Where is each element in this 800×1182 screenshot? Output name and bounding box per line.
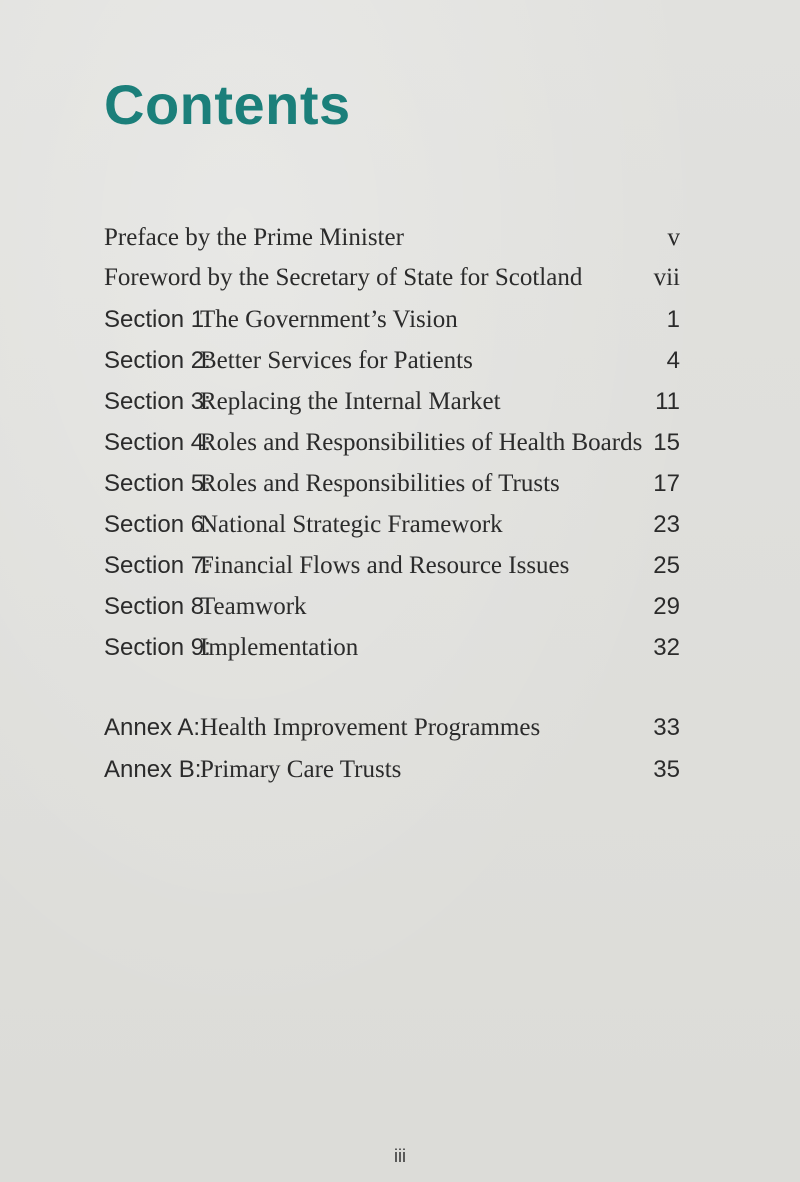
toc-entry-prefix: Annex B: (104, 756, 202, 783)
toc-entry-page: 32 (653, 634, 680, 661)
toc-entry-label: Implementation (200, 634, 359, 661)
toc-entry-label: The Government’s Vision (200, 306, 458, 333)
toc-entry-prefix: Section 2: (104, 347, 211, 374)
toc-entry-prefix: Section 6: (104, 511, 211, 538)
toc-entry-label: Foreword by the Secretary of State for Scotland (104, 264, 583, 291)
toc-entry-section-2 (0, 347, 800, 381)
toc-entry-prefix: Section 1: (104, 306, 211, 333)
toc-entry-foreword (0, 264, 800, 298)
toc-entry-page: 11 (655, 388, 680, 415)
toc-entry-label: Health Improvement Programmes (200, 714, 541, 741)
toc-entry-page: 29 (653, 593, 680, 620)
toc-entry-section-4 (0, 429, 800, 463)
toc-entry-label: Replacing the Internal Market (200, 388, 501, 415)
toc-entry-section-7 (0, 552, 800, 586)
toc-entry-label: Roles and Responsibilities of Health Boards (200, 429, 643, 456)
toc-entry-label: Better Services for Patients (200, 347, 473, 374)
toc-entry-prefix: Section 3: (104, 388, 211, 415)
toc-entry-annex-b (0, 756, 800, 790)
toc-entry-page: v (667, 224, 680, 251)
toc-entry-page: vii (653, 264, 680, 291)
toc-entry-section-1 (0, 306, 800, 340)
toc-entry-annex-a (0, 714, 800, 748)
toc-entry-preface (0, 224, 800, 258)
page-number: iii (394, 1146, 406, 1166)
toc-entry-prefix: Section 7: (104, 552, 211, 579)
toc-entry-prefix: Section 4: (104, 429, 211, 456)
toc-entry-page: 1 (666, 306, 680, 333)
toc-entry-label: Roles and Responsibilities of Trusts (200, 470, 560, 497)
toc-entry-page: 35 (653, 756, 680, 783)
toc-entry-label: Teamwork (200, 593, 307, 620)
toc-entry-section-3 (0, 388, 800, 422)
toc-entry-label: Preface by the Prime Minister (104, 224, 404, 251)
toc-entry-page: 15 (653, 429, 680, 456)
page-title: Contents (104, 73, 351, 136)
toc-entry-page: 33 (653, 714, 680, 741)
toc-entry-page: 23 (653, 511, 680, 538)
toc-entry-label: Primary Care Trusts (200, 756, 402, 783)
toc-entry-page: 4 (666, 347, 680, 374)
toc-entry-prefix: Annex A: (104, 714, 201, 741)
toc-entry-prefix: Section 8: (104, 593, 211, 620)
toc-entry-section-8 (0, 593, 800, 627)
toc-entry-prefix: Section 5: (104, 470, 211, 497)
toc-entry-section-9 (0, 634, 800, 668)
toc-entry-section-5 (0, 470, 800, 504)
toc-entry-label: National Strategic Framework (200, 511, 503, 538)
toc-entry-page: 17 (653, 470, 680, 497)
toc-entry-label: Financial Flows and Resource Issues (200, 552, 570, 579)
toc-entry-section-6 (0, 511, 800, 545)
toc-entry-prefix: Section 9: (104, 634, 211, 661)
toc-entry-page: 25 (653, 552, 680, 579)
